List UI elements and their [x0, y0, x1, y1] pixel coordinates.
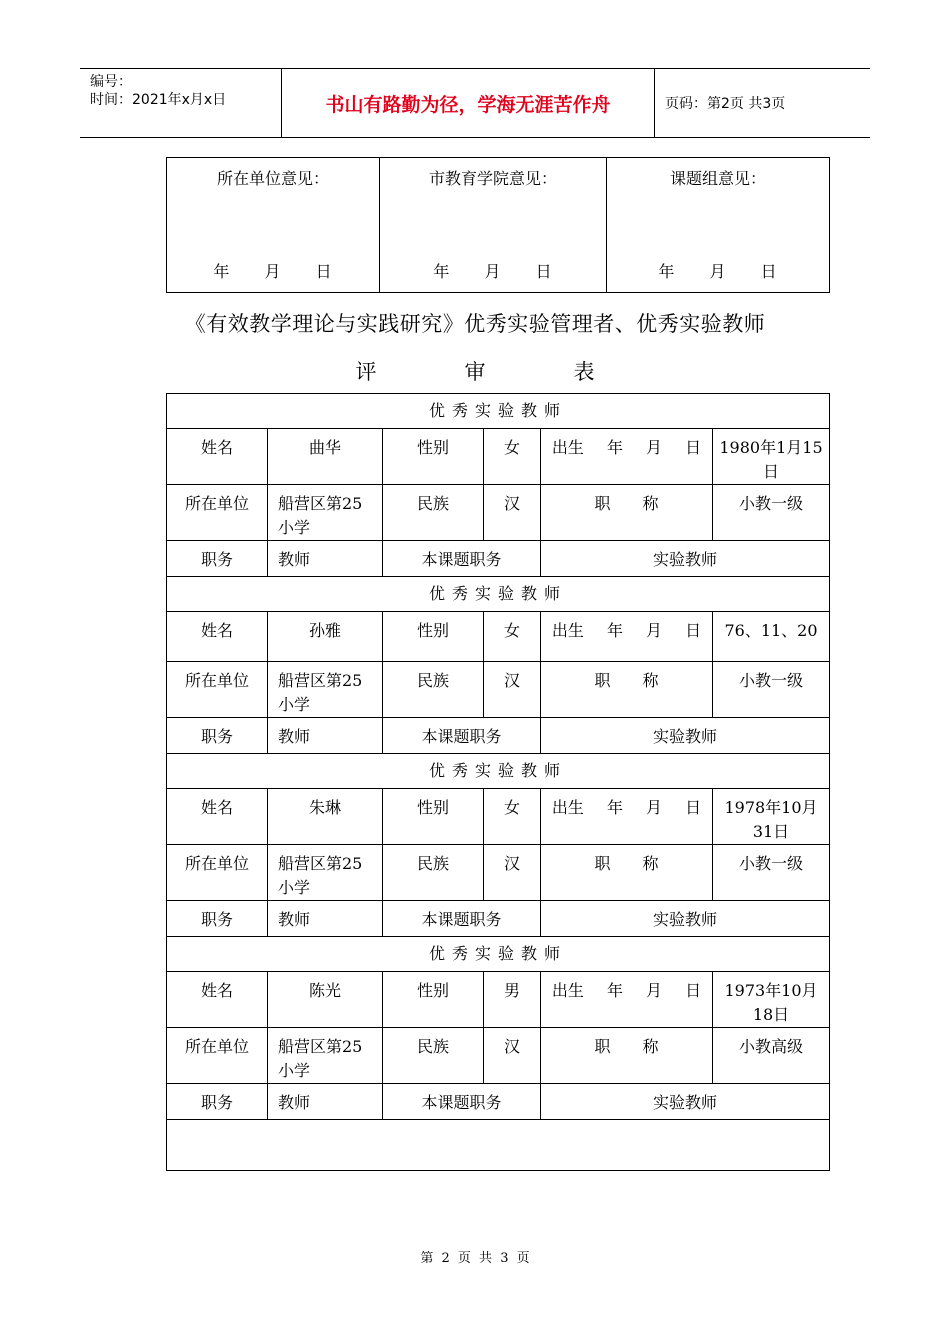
teacher-name-row [167, 972, 830, 1028]
unit-label: 所在单位 [167, 845, 268, 901]
gender-label: 性别 [383, 612, 484, 662]
project-role-label: 本课题职务 [383, 718, 541, 754]
birth-label: 出生 年 月 日 [541, 789, 713, 845]
gender-label: 性别 [383, 789, 484, 845]
opinion-cell-group [607, 158, 830, 293]
teacher-ethnicity: 汉 [484, 662, 541, 718]
gender-label: 性别 [383, 972, 484, 1028]
teacher-title: 小教一级 [713, 662, 830, 718]
teacher-gender: 女 [484, 612, 541, 662]
teacher-birth: 1973年10月18日 [713, 972, 830, 1028]
teacher-name-row [167, 789, 830, 845]
birth-label: 出生 年 月 日 [541, 612, 713, 662]
teacher-name-row [167, 429, 830, 485]
teacher-name: 朱琳 [268, 789, 383, 845]
teacher-birth: 1978年10月31日 [713, 789, 830, 845]
opinion-cell-unit [167, 158, 380, 293]
header-motto: 书山有路勤为径，学海无涯苦作舟 [325, 93, 611, 116]
teacher-position-row [167, 1084, 830, 1120]
gender-label: 性别 [383, 429, 484, 485]
position-label: 职务 [167, 901, 268, 937]
opinion-date: 年 月 日 [658, 262, 778, 281]
number-label: 编号： [90, 74, 132, 90]
teacher-title: 小教高级 [713, 1028, 830, 1084]
section-header: 优秀实验教师 [167, 937, 830, 972]
header-divider [654, 69, 655, 137]
teacher-ethnicity: 汉 [484, 1028, 541, 1084]
section-header: 优秀实验教师 [167, 754, 830, 789]
teacher-title: 小教一级 [713, 485, 830, 541]
teacher-project-role: 实验教师 [541, 718, 830, 754]
teacher-unit-row [167, 662, 830, 718]
review-table [166, 393, 830, 1171]
header-meta [90, 73, 226, 109]
page-header [80, 68, 870, 138]
teacher-position: 教师 [268, 718, 383, 754]
ethnicity-label: 民族 [383, 485, 484, 541]
birth-label: 出生 年 月 日 [541, 972, 713, 1028]
opinion-cell-institute [380, 158, 607, 293]
ethnicity-label: 民族 [383, 662, 484, 718]
birth-label: 出生 年 月 日 [541, 429, 713, 485]
opinion-label: 所在单位意见： [216, 169, 329, 188]
teacher-position: 教师 [268, 541, 383, 577]
position-label: 职务 [167, 541, 268, 577]
teacher-unit: 船营区第25小学 [268, 845, 383, 901]
time-label: 时间：2021年x月x日 [90, 92, 227, 108]
teacher-unit: 船营区第25小学 [268, 485, 383, 541]
section-header: 优秀实验教师 [167, 577, 830, 612]
teacher-unit-row [167, 845, 830, 901]
opinion-label: 市教育学院意见： [428, 169, 557, 188]
teacher-position-row [167, 901, 830, 937]
teacher-birth: 76、11、20 [713, 612, 830, 662]
subtitle-char: 评 [355, 360, 377, 384]
opinion-label: 课题组意见： [669, 169, 766, 188]
teacher-gender: 女 [484, 789, 541, 845]
teacher-ethnicity: 汉 [484, 485, 541, 541]
ethnicity-label: 民族 [383, 845, 484, 901]
unit-label: 所在单位 [167, 485, 268, 541]
opinion-date: 年 月 日 [213, 262, 333, 281]
section-row [167, 577, 830, 612]
project-role-label: 本课题职务 [383, 541, 541, 577]
teacher-position-row [167, 718, 830, 754]
teacher-project-role: 实验教师 [541, 1084, 830, 1120]
subtitle-char: 审 [464, 360, 486, 384]
name-label: 姓名 [167, 972, 268, 1028]
unit-label: 所在单位 [167, 662, 268, 718]
ethnicity-label: 民族 [383, 1028, 484, 1084]
teacher-unit: 船营区第25小学 [268, 662, 383, 718]
opinion-table [166, 157, 830, 293]
teacher-project-role: 实验教师 [541, 541, 830, 577]
section-row [167, 754, 830, 789]
blank-row [167, 1120, 830, 1171]
teacher-birth: 1980年1月15日 [713, 429, 830, 485]
title-label: 职 称 [541, 662, 713, 718]
document-subtitle [80, 356, 870, 386]
teacher-name-row [167, 612, 830, 662]
subtitle-char: 表 [573, 360, 595, 384]
project-role-label: 本课题职务 [383, 1084, 541, 1120]
page-footer: 第 2 页 共 3 页 [420, 1251, 530, 1266]
review-table-body [167, 394, 830, 1171]
document-title: 《有效教学理论与实践研究》优秀实验管理者、优秀实验教师 [184, 312, 766, 336]
title-label: 职 称 [541, 845, 713, 901]
name-label: 姓名 [167, 612, 268, 662]
project-role-label: 本课题职务 [383, 901, 541, 937]
teacher-position: 教师 [268, 1084, 383, 1120]
teacher-position: 教师 [268, 901, 383, 937]
teacher-unit: 船营区第25小学 [268, 1028, 383, 1084]
teacher-position-row [167, 541, 830, 577]
blank-cell [167, 1120, 830, 1171]
header-page-label: 页码：第2页 共3页 [665, 96, 786, 112]
teacher-unit-row [167, 485, 830, 541]
name-label: 姓名 [167, 789, 268, 845]
position-label: 职务 [167, 718, 268, 754]
name-label: 姓名 [167, 429, 268, 485]
teacher-project-role: 实验教师 [541, 901, 830, 937]
title-label: 职 称 [541, 485, 713, 541]
unit-label: 所在单位 [167, 1028, 268, 1084]
teacher-name: 孙雅 [268, 612, 383, 662]
teacher-ethnicity: 汉 [484, 845, 541, 901]
position-label: 职务 [167, 1084, 268, 1120]
teacher-title: 小教一级 [713, 845, 830, 901]
teacher-gender: 男 [484, 972, 541, 1028]
opinion-date: 年 月 日 [433, 262, 553, 281]
teacher-name: 曲华 [268, 429, 383, 485]
section-row [167, 937, 830, 972]
teacher-gender: 女 [484, 429, 541, 485]
section-row [167, 394, 830, 429]
section-header: 优秀实验教师 [167, 394, 830, 429]
teacher-unit-row [167, 1028, 830, 1084]
title-label: 职 称 [541, 1028, 713, 1084]
teacher-name: 陈光 [268, 972, 383, 1028]
